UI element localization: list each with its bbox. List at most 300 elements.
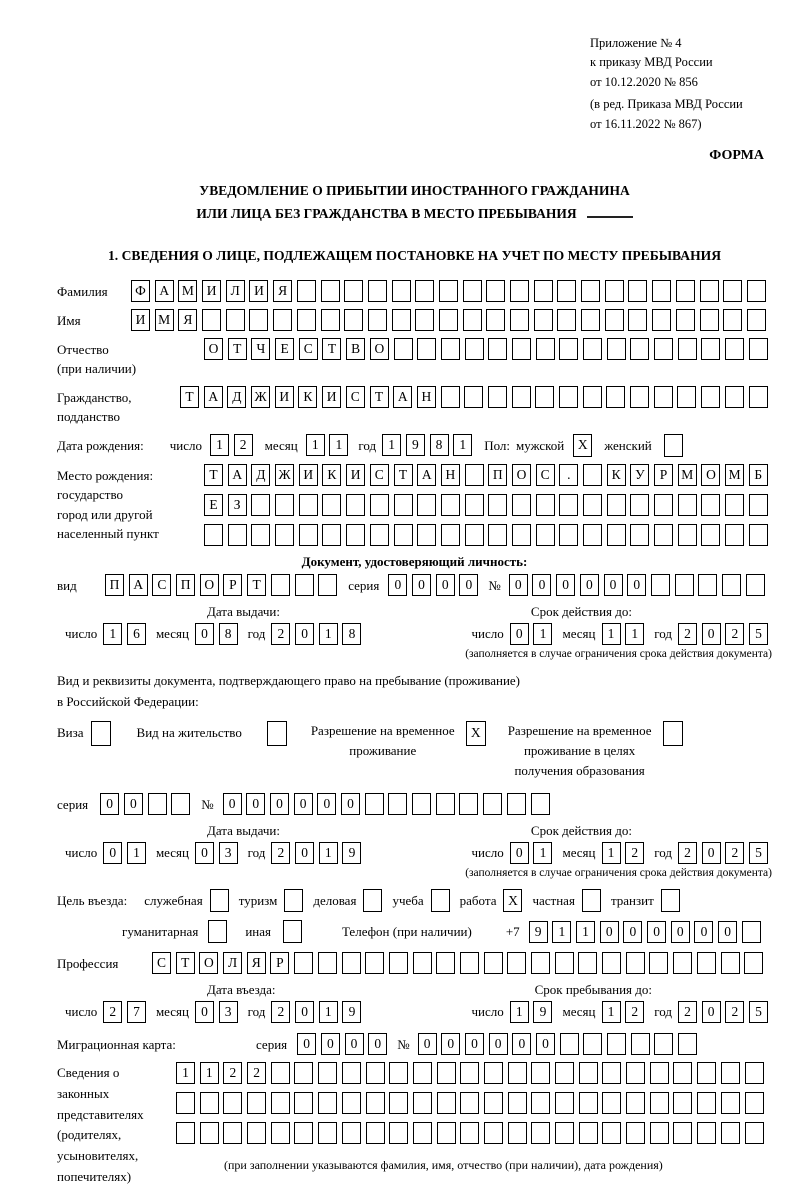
char-box[interactable] <box>271 574 290 596</box>
visa-checkbox[interactable] <box>91 721 111 746</box>
char-box[interactable] <box>297 280 316 302</box>
char-box[interactable] <box>465 338 484 360</box>
char-box[interactable] <box>437 1092 456 1114</box>
char-box[interactable] <box>344 280 363 302</box>
char-box[interactable]: 0 <box>718 921 737 943</box>
char-box[interactable]: Т <box>370 386 389 408</box>
char-box[interactable] <box>700 309 719 331</box>
char-box[interactable] <box>583 494 602 516</box>
char-box[interactable] <box>605 309 624 331</box>
char-box[interactable]: 2 <box>725 1001 744 1023</box>
char-box[interactable]: О <box>200 574 219 596</box>
char-box[interactable]: Т <box>247 574 266 596</box>
char-box[interactable]: 0 <box>100 793 119 815</box>
char-box[interactable]: С <box>152 574 171 596</box>
char-box[interactable] <box>697 1062 716 1084</box>
char-box[interactable] <box>536 494 555 516</box>
char-box[interactable]: 2 <box>678 842 697 864</box>
char-box[interactable] <box>555 1062 574 1084</box>
char-box[interactable] <box>488 524 507 546</box>
char-box[interactable] <box>602 952 621 974</box>
char-box[interactable] <box>559 524 578 546</box>
char-box[interactable]: И <box>346 464 365 486</box>
char-box[interactable]: Б <box>749 464 768 486</box>
char-box[interactable] <box>581 309 600 331</box>
char-box[interactable]: Д <box>251 464 270 486</box>
char-box[interactable]: 0 <box>297 1033 316 1055</box>
char-box[interactable]: 9 <box>406 434 425 456</box>
char-box[interactable] <box>437 1122 456 1144</box>
char-box[interactable]: 0 <box>270 793 289 815</box>
char-box[interactable] <box>630 338 649 360</box>
char-box[interactable]: 0 <box>124 793 143 815</box>
char-box[interactable] <box>725 524 744 546</box>
char-box[interactable]: 9 <box>342 842 361 864</box>
char-box[interactable]: 1 <box>602 623 621 645</box>
char-box[interactable]: 9 <box>533 1001 552 1023</box>
char-box[interactable] <box>531 793 550 815</box>
char-box[interactable] <box>535 386 554 408</box>
char-box[interactable]: 0 <box>295 623 314 645</box>
char-box[interactable] <box>673 1092 692 1114</box>
char-box[interactable] <box>508 1122 527 1144</box>
char-box[interactable]: О <box>370 338 389 360</box>
char-box[interactable] <box>583 464 602 486</box>
char-box[interactable]: 1 <box>319 842 338 864</box>
char-box[interactable] <box>484 952 503 974</box>
char-box[interactable]: 0 <box>459 574 478 596</box>
char-box[interactable]: 0 <box>536 1033 555 1055</box>
char-box[interactable] <box>723 280 742 302</box>
char-box[interactable] <box>605 280 624 302</box>
char-box[interactable] <box>675 574 694 596</box>
char-box[interactable] <box>318 1062 337 1084</box>
char-box[interactable]: Е <box>275 338 294 360</box>
char-box[interactable]: 0 <box>441 1033 460 1055</box>
char-box[interactable] <box>412 793 431 815</box>
char-box[interactable] <box>628 280 647 302</box>
char-box[interactable] <box>747 280 766 302</box>
char-box[interactable] <box>483 793 502 815</box>
purpose-transit-checkbox[interactable] <box>661 889 680 912</box>
char-box[interactable] <box>460 952 479 974</box>
char-box[interactable]: О <box>204 338 223 360</box>
char-box[interactable]: 0 <box>321 1033 340 1055</box>
char-box[interactable] <box>346 524 365 546</box>
char-box[interactable]: И <box>131 309 150 331</box>
char-box[interactable]: 9 <box>529 921 548 943</box>
char-box[interactable]: У <box>630 464 649 486</box>
char-box[interactable] <box>249 309 268 331</box>
temp-permit-checkbox[interactable]: X <box>466 721 486 746</box>
char-box[interactable] <box>512 338 531 360</box>
char-box[interactable] <box>654 524 673 546</box>
char-box[interactable] <box>389 1062 408 1084</box>
char-box[interactable]: П <box>488 464 507 486</box>
char-box[interactable]: 0 <box>671 921 690 943</box>
char-box[interactable]: А <box>204 386 223 408</box>
purpose-private-checkbox[interactable] <box>582 889 601 912</box>
char-box[interactable] <box>439 309 458 331</box>
char-box[interactable]: 2 <box>103 1001 122 1023</box>
char-box[interactable] <box>226 309 245 331</box>
char-box[interactable] <box>439 280 458 302</box>
char-box[interactable] <box>536 338 555 360</box>
char-box[interactable] <box>673 1062 692 1084</box>
purpose-business-checkbox[interactable] <box>363 889 382 912</box>
char-box[interactable] <box>251 494 270 516</box>
char-box[interactable] <box>677 386 696 408</box>
char-box[interactable] <box>318 1092 337 1114</box>
char-box[interactable] <box>676 309 695 331</box>
char-box[interactable] <box>536 524 555 546</box>
char-box[interactable] <box>460 1062 479 1084</box>
char-box[interactable] <box>555 952 574 974</box>
char-box[interactable] <box>602 1062 621 1084</box>
char-box[interactable]: 0 <box>341 793 360 815</box>
char-box[interactable]: 8 <box>430 434 449 456</box>
char-box[interactable] <box>512 524 531 546</box>
char-box[interactable] <box>725 338 744 360</box>
char-box[interactable]: К <box>298 386 317 408</box>
purpose-humanitarian-checkbox[interactable] <box>208 920 227 943</box>
char-box[interactable] <box>417 338 436 360</box>
char-box[interactable]: 0 <box>436 574 455 596</box>
char-box[interactable] <box>508 1092 527 1114</box>
char-box[interactable] <box>652 280 671 302</box>
char-box[interactable] <box>721 952 740 974</box>
char-box[interactable] <box>275 524 294 546</box>
char-box[interactable] <box>697 1092 716 1114</box>
char-box[interactable] <box>223 1092 242 1114</box>
char-box[interactable] <box>507 952 526 974</box>
char-box[interactable] <box>607 494 626 516</box>
char-box[interactable]: 0 <box>600 921 619 943</box>
char-box[interactable] <box>749 494 768 516</box>
char-box[interactable] <box>275 494 294 516</box>
char-box[interactable]: А <box>129 574 148 596</box>
char-box[interactable] <box>534 309 553 331</box>
char-box[interactable]: 0 <box>556 574 575 596</box>
char-box[interactable]: Ч <box>251 338 270 360</box>
char-box[interactable]: 1 <box>306 434 325 456</box>
char-box[interactable]: Я <box>273 280 292 302</box>
char-box[interactable] <box>698 574 717 596</box>
char-box[interactable] <box>650 1122 669 1144</box>
char-box[interactable]: И <box>299 464 318 486</box>
char-box[interactable]: 0 <box>223 793 242 815</box>
char-box[interactable] <box>607 524 626 546</box>
char-box[interactable]: 1 <box>533 623 552 645</box>
char-box[interactable] <box>294 952 313 974</box>
char-box[interactable] <box>365 793 384 815</box>
char-box[interactable]: 0 <box>465 1033 484 1055</box>
char-box[interactable]: И <box>202 280 221 302</box>
char-box[interactable]: 1 <box>200 1062 219 1084</box>
char-box[interactable] <box>389 1122 408 1144</box>
char-box[interactable]: К <box>322 464 341 486</box>
char-box[interactable] <box>392 309 411 331</box>
char-box[interactable]: 0 <box>694 921 713 943</box>
char-box[interactable] <box>318 952 337 974</box>
char-box[interactable]: 0 <box>368 1033 387 1055</box>
char-box[interactable]: Т <box>204 464 223 486</box>
char-box[interactable] <box>441 338 460 360</box>
char-box[interactable]: 1 <box>127 842 146 864</box>
char-box[interactable] <box>204 524 223 546</box>
char-box[interactable] <box>697 952 716 974</box>
char-box[interactable] <box>200 1122 219 1144</box>
char-box[interactable] <box>607 338 626 360</box>
char-box[interactable] <box>344 309 363 331</box>
char-box[interactable] <box>176 1092 195 1114</box>
char-box[interactable] <box>366 1062 385 1084</box>
char-box[interactable]: Р <box>654 464 673 486</box>
char-box[interactable]: И <box>322 386 341 408</box>
char-box[interactable]: А <box>155 280 174 302</box>
char-box[interactable] <box>654 338 673 360</box>
char-box[interactable] <box>415 280 434 302</box>
char-box[interactable]: 0 <box>532 574 551 596</box>
char-box[interactable] <box>389 952 408 974</box>
char-box[interactable] <box>746 574 765 596</box>
char-box[interactable]: О <box>701 464 720 486</box>
char-box[interactable] <box>512 494 531 516</box>
char-box[interactable]: П <box>176 574 195 596</box>
char-box[interactable]: П <box>105 574 124 596</box>
char-box[interactable]: 6 <box>127 623 146 645</box>
char-box[interactable]: 0 <box>195 842 214 864</box>
char-box[interactable]: О <box>199 952 218 974</box>
char-box[interactable] <box>342 1062 361 1084</box>
char-box[interactable] <box>321 309 340 331</box>
char-box[interactable] <box>464 386 483 408</box>
char-box[interactable] <box>606 386 625 408</box>
char-box[interactable]: Н <box>417 386 436 408</box>
male-checkbox[interactable]: X <box>573 434 592 457</box>
char-box[interactable] <box>583 1033 602 1055</box>
char-box[interactable] <box>465 524 484 546</box>
char-box[interactable] <box>413 1092 432 1114</box>
char-box[interactable] <box>744 952 763 974</box>
char-box[interactable] <box>560 1033 579 1055</box>
char-box[interactable] <box>651 574 670 596</box>
char-box[interactable] <box>228 524 247 546</box>
char-box[interactable] <box>697 1122 716 1144</box>
char-box[interactable] <box>559 338 578 360</box>
char-box[interactable] <box>654 1033 673 1055</box>
char-box[interactable]: З <box>228 494 247 516</box>
char-box[interactable]: 2 <box>271 623 290 645</box>
char-box[interactable] <box>294 1092 313 1114</box>
char-box[interactable]: 0 <box>294 793 313 815</box>
char-box[interactable]: 2 <box>234 434 253 456</box>
char-box[interactable] <box>579 1062 598 1084</box>
char-box[interactable] <box>299 524 318 546</box>
char-box[interactable] <box>486 280 505 302</box>
char-box[interactable] <box>650 1092 669 1114</box>
char-box[interactable] <box>630 386 649 408</box>
residence-permit-checkbox[interactable] <box>267 721 287 746</box>
char-box[interactable]: 5 <box>749 623 768 645</box>
char-box[interactable] <box>628 309 647 331</box>
char-box[interactable] <box>365 952 384 974</box>
char-box[interactable] <box>413 1122 432 1144</box>
char-box[interactable] <box>508 1062 527 1084</box>
char-box[interactable] <box>223 1122 242 1144</box>
char-box[interactable]: 8 <box>219 623 238 645</box>
char-box[interactable] <box>463 280 482 302</box>
char-box[interactable] <box>745 1122 764 1144</box>
char-box[interactable]: 1 <box>453 434 472 456</box>
char-box[interactable]: А <box>393 386 412 408</box>
char-box[interactable] <box>555 1122 574 1144</box>
char-box[interactable]: 1 <box>510 1001 529 1023</box>
char-box[interactable]: М <box>678 464 697 486</box>
char-box[interactable]: . <box>559 464 578 486</box>
char-box[interactable] <box>745 1062 764 1084</box>
char-box[interactable] <box>392 280 411 302</box>
char-box[interactable]: 0 <box>103 842 122 864</box>
char-box[interactable]: 0 <box>317 793 336 815</box>
char-box[interactable] <box>678 494 697 516</box>
char-box[interactable] <box>579 1092 598 1114</box>
char-box[interactable] <box>583 524 602 546</box>
char-box[interactable] <box>417 494 436 516</box>
char-box[interactable] <box>630 524 649 546</box>
char-box[interactable]: Е <box>204 494 223 516</box>
char-box[interactable] <box>484 1062 503 1084</box>
char-box[interactable] <box>581 280 600 302</box>
char-box[interactable]: 0 <box>580 574 599 596</box>
char-box[interactable]: 0 <box>509 574 528 596</box>
char-box[interactable] <box>725 494 744 516</box>
char-box[interactable] <box>673 1122 692 1144</box>
char-box[interactable] <box>701 338 720 360</box>
char-box[interactable] <box>346 494 365 516</box>
char-box[interactable]: Т <box>322 338 341 360</box>
char-box[interactable] <box>436 952 455 974</box>
char-box[interactable]: 3 <box>219 842 238 864</box>
char-box[interactable] <box>510 280 529 302</box>
char-box[interactable] <box>626 952 645 974</box>
char-box[interactable] <box>512 386 531 408</box>
char-box[interactable] <box>441 386 460 408</box>
female-checkbox[interactable] <box>664 434 683 457</box>
char-box[interactable] <box>299 494 318 516</box>
char-box[interactable] <box>747 309 766 331</box>
char-box[interactable] <box>465 494 484 516</box>
char-box[interactable] <box>745 1092 764 1114</box>
char-box[interactable]: 0 <box>623 921 642 943</box>
char-box[interactable] <box>342 1122 361 1144</box>
char-box[interactable] <box>654 494 673 516</box>
char-box[interactable] <box>294 1122 313 1144</box>
char-box[interactable]: 1 <box>533 842 552 864</box>
char-box[interactable] <box>318 574 337 596</box>
char-box[interactable]: 0 <box>510 842 529 864</box>
char-box[interactable]: 1 <box>602 842 621 864</box>
purpose-other-checkbox[interactable] <box>283 920 302 943</box>
char-box[interactable] <box>723 309 742 331</box>
char-box[interactable] <box>388 793 407 815</box>
char-box[interactable] <box>271 1092 290 1114</box>
char-box[interactable]: Т <box>176 952 195 974</box>
char-box[interactable]: 0 <box>512 1033 531 1055</box>
char-box[interactable]: 0 <box>647 921 666 943</box>
char-box[interactable]: Д <box>227 386 246 408</box>
char-box[interactable]: С <box>536 464 555 486</box>
char-box[interactable]: Л <box>223 952 242 974</box>
char-box[interactable] <box>368 309 387 331</box>
char-box[interactable]: С <box>299 338 318 360</box>
char-box[interactable] <box>749 524 768 546</box>
purpose-study-checkbox[interactable] <box>431 889 450 912</box>
char-box[interactable]: 2 <box>223 1062 242 1084</box>
char-box[interactable] <box>557 309 576 331</box>
char-box[interactable] <box>602 1122 621 1144</box>
char-box[interactable]: И <box>249 280 268 302</box>
char-box[interactable] <box>247 1092 266 1114</box>
char-box[interactable]: Т <box>394 464 413 486</box>
char-box[interactable]: 1 <box>103 623 122 645</box>
char-box[interactable] <box>370 494 389 516</box>
char-box[interactable]: Я <box>247 952 266 974</box>
char-box[interactable] <box>295 574 314 596</box>
char-box[interactable]: А <box>417 464 436 486</box>
char-box[interactable] <box>510 309 529 331</box>
char-box[interactable]: 1 <box>382 434 401 456</box>
char-box[interactable] <box>654 386 673 408</box>
char-box[interactable] <box>631 1033 650 1055</box>
char-box[interactable]: 8 <box>342 623 361 645</box>
char-box[interactable] <box>725 386 744 408</box>
char-box[interactable]: М <box>178 280 197 302</box>
char-box[interactable] <box>271 1122 290 1144</box>
char-box[interactable]: 0 <box>627 574 646 596</box>
char-box[interactable]: 2 <box>247 1062 266 1084</box>
char-box[interactable] <box>273 309 292 331</box>
char-box[interactable] <box>749 338 768 360</box>
char-box[interactable]: 1 <box>319 1001 338 1023</box>
char-box[interactable]: 2 <box>271 1001 290 1023</box>
char-box[interactable]: 2 <box>725 623 744 645</box>
char-box[interactable] <box>413 1062 432 1084</box>
char-box[interactable] <box>251 524 270 546</box>
char-box[interactable]: 0 <box>418 1033 437 1055</box>
char-box[interactable] <box>701 386 720 408</box>
char-box[interactable]: Ф <box>131 280 150 302</box>
char-box[interactable]: Ж <box>275 464 294 486</box>
char-box[interactable] <box>202 309 221 331</box>
char-box[interactable] <box>460 1092 479 1114</box>
char-box[interactable]: 0 <box>246 793 265 815</box>
char-box[interactable] <box>322 494 341 516</box>
char-box[interactable]: 0 <box>489 1033 508 1055</box>
char-box[interactable] <box>342 952 361 974</box>
char-box[interactable] <box>626 1092 645 1114</box>
char-box[interactable] <box>394 338 413 360</box>
char-box[interactable] <box>507 793 526 815</box>
char-box[interactable] <box>649 952 668 974</box>
char-box[interactable] <box>652 309 671 331</box>
char-box[interactable] <box>148 793 167 815</box>
char-box[interactable]: Т <box>228 338 247 360</box>
char-box[interactable] <box>678 524 697 546</box>
char-box[interactable] <box>531 1062 550 1084</box>
char-box[interactable] <box>436 793 455 815</box>
char-box[interactable] <box>557 280 576 302</box>
